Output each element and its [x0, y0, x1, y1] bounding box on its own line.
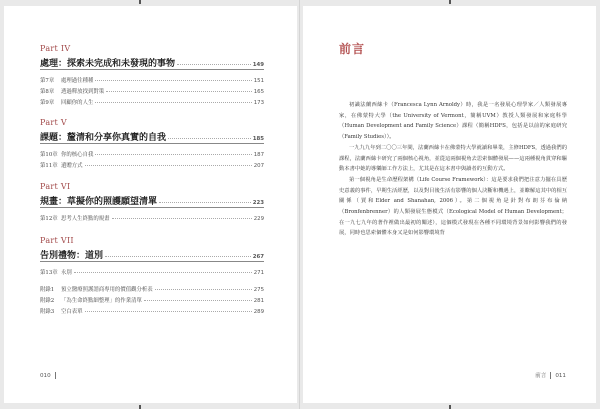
divider	[40, 207, 264, 208]
page-title: 前言	[339, 42, 366, 56]
paragraph: 一九九九年到二〇〇三年間，法蘭西絲卡在佛蒙特大學就讀和畢業，主修HDFS，透過我們的課程，法蘭西絲卡研究了兩個核心視角，並從這兩個視角去思索個體發展——這兩種視角貫穿和驅動本書中她的導樂師工作方法上，尤其是在這本書中與讀者的互動方式。	[339, 144, 567, 173]
crop-mark	[449, 405, 451, 409]
page-number: 223	[252, 200, 264, 206]
paragraph: 第一個視角是生命歷程架構（Life Course Framework）：這是要求我們把注意力擺在具歷史意義的事件，早期生活經歷，以及對目後生活有影響的個人決斷和機遇上，並瞭解這其中的相互關係（賈和Elder and Shanahan, 2006）。第二個視角是針對布朗芬布倫納（Bronfenbrenner）的人類發展生態模式（Ecological Model of Human Development；在一九七九年的著作裡做出最初的闡述），這個模式發現在各種不同環境背景如何影響我們的發展，同時也思索個體本身又是如何影響環境背	[339, 176, 567, 237]
appendix-title: 「為生命終點細整理」的作業清單	[61, 298, 142, 304]
right-folio	[535, 371, 566, 379]
paragraph: 初識法蘭西絲卡（Francesca Lynn Arnoldy）時，我是一名發展心理學家／人類發展專家，在佛蒙特大學（the University of Vermont，簡稱UVM）教授人類發展和家庭科學（Human Development and Family Science）課程（簡稱HDFS，包括是以前的家庭研究（Family Studies））。	[339, 102, 567, 141]
divider	[40, 69, 264, 70]
divider	[40, 261, 264, 262]
toc-chapter-row[interactable]	[40, 150, 264, 159]
page-number: 151	[253, 78, 264, 84]
page-number: 275	[253, 287, 264, 293]
crop-mark	[449, 0, 451, 4]
chapter-number: 第8章	[40, 89, 55, 95]
chapter-number: 第12章	[40, 216, 58, 222]
appendix-title: 空白表單	[61, 309, 83, 315]
page-number: 185	[252, 136, 264, 142]
chapter-number: 第13章	[40, 270, 58, 276]
page-number: 187	[253, 152, 264, 158]
appendix-number: 附錄1	[40, 287, 55, 293]
page-number: 267	[252, 254, 264, 260]
toc-chapter-row[interactable]	[40, 76, 264, 85]
chapter-number: 第7章	[40, 78, 55, 84]
page-number: 281	[253, 298, 264, 304]
chapter-title: 遺贈方式	[61, 163, 83, 169]
divider	[40, 143, 264, 144]
right-page	[303, 6, 596, 403]
part-title-row[interactable]	[40, 56, 264, 68]
page-number: 271	[253, 270, 264, 276]
toc-chapter-row[interactable]	[40, 161, 264, 170]
toc-appendix-row[interactable]	[40, 296, 264, 305]
part-label: Part V	[40, 118, 67, 127]
left-folio	[40, 372, 60, 379]
part-label: Part VII	[40, 236, 74, 245]
chapter-number: 第9章	[40, 100, 55, 106]
chapter-number: 第11章	[40, 163, 58, 169]
book-gutter	[299, 0, 300, 409]
part-title-row[interactable]	[40, 130, 264, 142]
toc-chapter-row[interactable]	[40, 98, 264, 107]
part-title: 規畫：草擬你的照護願望清單	[40, 197, 158, 207]
page-number: 207	[253, 163, 264, 169]
part-label: Part VI	[40, 182, 71, 191]
part-title: 告別禮物：道別	[40, 251, 104, 261]
chapter-title: 處理過往種種	[61, 78, 94, 84]
chapter-title: 回顧你的人生	[61, 100, 94, 106]
chapter-title: 思考人生終點的規畫	[61, 216, 110, 222]
chapter-title: 永別	[61, 270, 72, 276]
page-number: 229	[253, 216, 264, 222]
page-number: 011	[555, 373, 566, 379]
appendix-number: 附錄2	[40, 298, 55, 304]
page-number: 010	[40, 373, 51, 379]
toc-appendix-row[interactable]	[40, 307, 264, 316]
part-title: 課題：釐清和分享你真實的自我	[40, 133, 167, 143]
chapter-title: 你的核心自我	[61, 152, 94, 158]
chapter-title: 透過釋放找到對策	[61, 89, 105, 95]
appendix-number: 附錄3	[40, 309, 55, 315]
part-label: Part IV	[40, 44, 71, 53]
toc-chapter-row[interactable]	[40, 214, 264, 223]
crop-mark	[139, 0, 141, 4]
page-number: 289	[253, 309, 264, 315]
chapter-number: 第10章	[40, 152, 58, 158]
body-text	[339, 100, 567, 239]
part-title-row[interactable]	[40, 194, 264, 206]
toc-appendix-row[interactable]	[40, 285, 264, 294]
page-number: 149	[252, 62, 264, 68]
part-title: 處理：探索未完成和未發現的事物	[40, 59, 176, 69]
part-title-row[interactable]	[40, 248, 264, 260]
toc-chapter-row[interactable]	[40, 268, 264, 277]
page-number: 165	[253, 89, 264, 95]
page-number: 173	[253, 100, 264, 106]
running-head: 前言	[535, 373, 547, 379]
appendix-title: 預立醫療照護諮商專用的價值觀分析表	[61, 287, 153, 293]
toc-chapter-row[interactable]	[40, 87, 264, 96]
left-page	[4, 6, 297, 403]
crop-mark	[139, 405, 141, 409]
